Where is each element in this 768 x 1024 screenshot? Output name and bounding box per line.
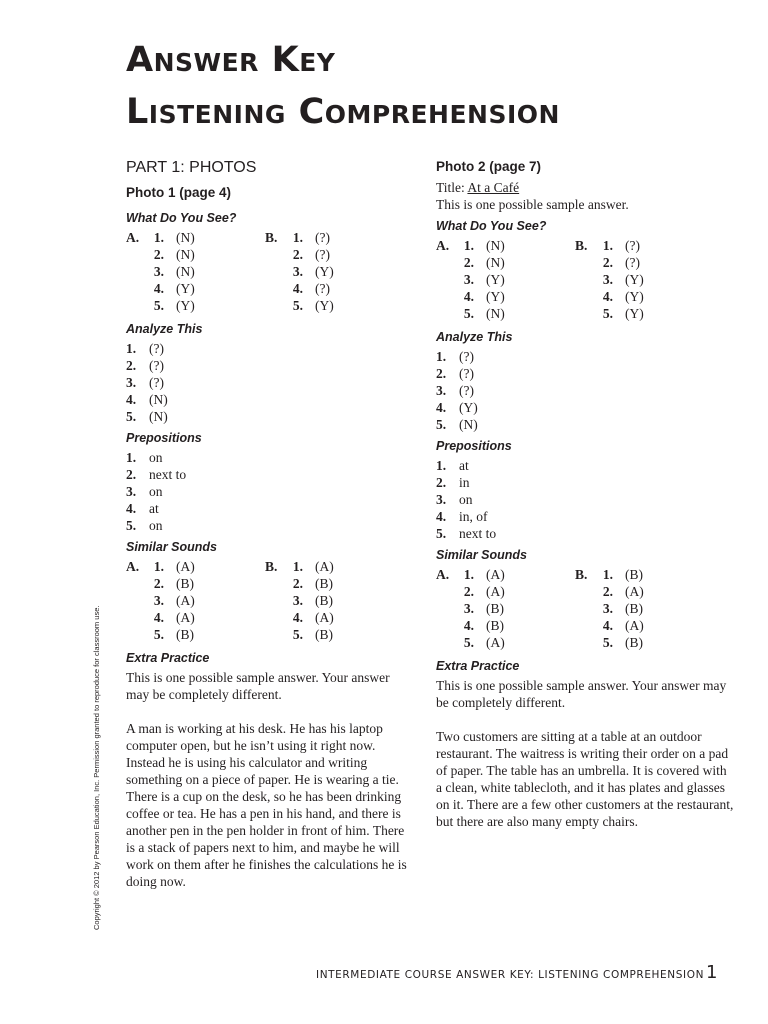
photo-2-analyze-this-list	[436, 348, 736, 433]
title-label: Title:	[436, 180, 465, 195]
answer-row	[436, 634, 566, 651]
item-number: 4.	[436, 509, 447, 524]
item-number: 4.	[436, 400, 447, 415]
item-value: on	[149, 450, 163, 465]
item-number: 3.	[126, 375, 137, 390]
answer-row	[265, 280, 395, 297]
answer-value: (N)	[486, 255, 505, 270]
answer-number: 1.	[602, 238, 613, 253]
item-number: 1.	[436, 349, 447, 364]
answer-number: 2.	[292, 576, 303, 591]
item-number: 1.	[436, 458, 447, 473]
list-item	[126, 483, 416, 500]
photo-1-extra-practice-body: A man is working at his desk. He has his laptop computer open, but he isn’t using it right now. Instead he is using his calculator and writing something on a piece of paper. He is wearing a tie. There is a cup on the desk, so he has been drinking coffee or tea. He has a pen in his hand, and there is another pen in the pen holder in front of him. There is a stack of papers next to him, and maybe he will work on them after he finishes the calculations he is doing now.	[126, 721, 407, 889]
list-item	[126, 500, 416, 517]
answer-row	[575, 305, 705, 322]
answer-value: (Y)	[625, 272, 644, 287]
answer-row	[575, 237, 705, 254]
answer-row	[436, 254, 566, 271]
answer-value: (Y)	[315, 264, 334, 279]
answer-number: 5.	[292, 298, 303, 313]
answer-number: 3.	[153, 264, 164, 279]
answer-group-b	[265, 558, 395, 643]
answer-value: (B)	[176, 627, 194, 642]
item-number: 3.	[436, 492, 447, 507]
answer-value: (?)	[315, 281, 330, 296]
list-item	[436, 474, 736, 491]
page-title-line-1: Answer Key	[126, 40, 336, 80]
item-value: in	[459, 475, 470, 490]
answer-row	[126, 558, 256, 575]
answer-row	[265, 297, 395, 314]
answer-row	[436, 583, 566, 600]
answer-row	[436, 566, 566, 583]
photo-1-analyze-this-list	[126, 340, 416, 425]
answer-row	[126, 609, 256, 626]
answer-number: 4.	[292, 610, 303, 625]
answer-value: (Y)	[486, 272, 505, 287]
item-value: at	[459, 458, 469, 473]
photo-1-prepositions-heading: Prepositions	[126, 431, 202, 445]
answer-row	[265, 592, 395, 609]
answer-row	[265, 229, 395, 246]
answer-number: 4.	[153, 610, 164, 625]
list-item	[436, 382, 736, 399]
answer-number: 2.	[602, 255, 613, 270]
answer-value: (A)	[486, 567, 505, 582]
item-number: 4.	[126, 392, 137, 407]
photo-2-extra-practice-body: Two customers are sitting at a table at an outdoor restaurant. The waitress is writing their order on a pad of paper. The table has an umbrella. It is covered with a clean, white tablecloth, and it has plates and glasses on it. There are a few other customers at the restaurant, but there are also many empty chairs.	[436, 729, 734, 829]
page-number: 1	[706, 962, 718, 983]
answer-row	[575, 254, 705, 271]
photo-1-what-do-you-see-heading: What Do You See?	[126, 211, 237, 225]
answer-group-a	[436, 237, 566, 322]
answer-number: 4.	[463, 289, 474, 304]
answer-value: (B)	[315, 593, 333, 608]
answer-number: 5.	[602, 306, 613, 321]
list-item	[126, 340, 416, 357]
list-item	[436, 348, 736, 365]
answer-group-a	[436, 566, 566, 651]
answer-row	[126, 280, 256, 297]
answer-number: 4.	[463, 618, 474, 633]
answer-value: (N)	[486, 238, 505, 253]
list-item	[436, 365, 736, 382]
list-item	[436, 416, 736, 433]
answer-value: (?)	[625, 238, 640, 253]
left-column	[126, 156, 416, 890]
answer-value: (Y)	[486, 289, 505, 304]
answer-row	[265, 246, 395, 263]
answer-number: 5.	[153, 298, 164, 313]
answer-value: (A)	[176, 610, 195, 625]
item-number: 2.	[126, 467, 137, 482]
answer-group-b	[265, 229, 395, 314]
photo-1-similar-sounds-heading: Similar Sounds	[126, 540, 217, 554]
answer-number: 3.	[292, 264, 303, 279]
photo-1-similar-sounds-answers	[126, 558, 416, 645]
item-value: (N)	[149, 392, 168, 407]
answer-value: (B)	[315, 627, 333, 642]
item-value: (Y)	[459, 400, 478, 415]
photo-2-sample-note: This is one possible sample answer.	[436, 197, 629, 212]
answer-row	[126, 246, 256, 263]
answer-number: 1.	[463, 238, 474, 253]
list-item	[436, 399, 736, 416]
photo-1-prepositions-list	[126, 449, 416, 534]
answer-row	[265, 609, 395, 626]
answer-number: 3.	[602, 601, 613, 616]
answer-number: 5.	[463, 635, 474, 650]
item-value: in, of	[459, 509, 488, 524]
answer-value: (A)	[486, 635, 505, 650]
answer-row	[436, 288, 566, 305]
answer-row	[436, 617, 566, 634]
list-item	[436, 491, 736, 508]
answer-number: 2.	[463, 584, 474, 599]
item-number: 5.	[126, 518, 137, 533]
item-number: 1.	[126, 450, 137, 465]
photo-2-what-do-you-see-answers	[436, 237, 736, 324]
answer-value: (N)	[486, 306, 505, 321]
item-value: on	[149, 518, 163, 533]
answer-row	[575, 600, 705, 617]
item-number: 5.	[436, 526, 447, 541]
answer-number: 5.	[153, 627, 164, 642]
footer-running-title: INTERMEDIATE COURSE ANSWER KEY: LISTENING COMPREHENSION	[316, 969, 705, 981]
answer-number: 4.	[602, 289, 613, 304]
item-value: at	[149, 501, 159, 516]
answer-value: (B)	[176, 576, 194, 591]
answer-number: 4.	[602, 618, 613, 633]
answer-value: (B)	[315, 576, 333, 591]
answer-value: (B)	[486, 601, 504, 616]
photo-2-prepositions-list	[436, 457, 736, 542]
right-column	[436, 156, 736, 830]
group-label: B.	[265, 230, 278, 245]
answer-number: 2.	[463, 255, 474, 270]
answer-value: (Y)	[176, 298, 195, 313]
photo-1-what-do-you-see-answers	[126, 229, 416, 316]
answer-value: (B)	[625, 601, 643, 616]
answer-row	[265, 558, 395, 575]
answer-row	[265, 575, 395, 592]
photo-1-extra-practice-intro: This is one possible sample answer. Your answer may be completely different.	[126, 670, 390, 702]
answer-value: (Y)	[176, 281, 195, 296]
answer-value: (A)	[625, 618, 644, 633]
item-number: 2.	[126, 358, 137, 373]
answer-group-a	[126, 558, 256, 643]
photo-2-what-do-you-see-heading: What Do You See?	[436, 219, 547, 233]
answer-number: 4.	[153, 281, 164, 296]
list-item	[126, 408, 416, 425]
photo-2-heading: Photo 2 (page 7)	[436, 159, 542, 174]
item-number: 2.	[436, 366, 447, 381]
list-item	[436, 525, 736, 542]
item-number: 4.	[126, 501, 137, 516]
photo-1-extra-practice-heading: Extra Practice	[126, 651, 210, 665]
answer-row	[436, 237, 566, 254]
list-item	[126, 391, 416, 408]
answer-row	[436, 305, 566, 322]
photo-2-extra-practice-heading: Extra Practice	[436, 659, 520, 673]
answer-number: 3.	[602, 272, 613, 287]
answer-group-b	[575, 566, 705, 651]
answer-number: 3.	[292, 593, 303, 608]
answer-row	[575, 617, 705, 634]
photo-2-similar-sounds-heading: Similar Sounds	[436, 548, 527, 562]
list-item	[436, 457, 736, 474]
answer-value: (A)	[625, 584, 644, 599]
answer-number: 2.	[602, 584, 613, 599]
group-label: B.	[265, 559, 278, 574]
answer-number: 2.	[153, 576, 164, 591]
answer-row	[126, 575, 256, 592]
group-label: B.	[575, 238, 588, 253]
answer-row	[575, 271, 705, 288]
group-label: A.	[126, 230, 140, 245]
answer-value: (N)	[176, 264, 195, 279]
item-number: 3.	[436, 383, 447, 398]
answer-value: (?)	[315, 230, 330, 245]
item-number: 2.	[436, 475, 447, 490]
answer-number: 3.	[463, 601, 474, 616]
item-value: (?)	[149, 341, 164, 356]
answer-value: (A)	[486, 584, 505, 599]
item-value: (N)	[459, 417, 478, 432]
item-value: next to	[149, 467, 187, 482]
answer-row	[436, 271, 566, 288]
group-label: A.	[436, 238, 450, 253]
answer-number: 3.	[153, 593, 164, 608]
answer-value: (A)	[176, 559, 195, 574]
group-label: B.	[575, 567, 588, 582]
page-title-line-2: Listening Comprehension	[126, 92, 560, 132]
photo-1-heading: Photo 1 (page 4)	[126, 185, 232, 200]
copyright-notice: Copyright © 2012 by Pearson Education, Inc. Permission granted to reproduce for classroom use.	[92, 605, 101, 930]
list-item	[126, 466, 416, 483]
answer-number: 5.	[602, 635, 613, 650]
answer-row	[575, 583, 705, 600]
answer-value: (Y)	[625, 306, 644, 321]
answer-row	[265, 263, 395, 280]
photo-2-analyze-this-heading: Analyze This	[436, 330, 513, 344]
answer-number: 4.	[292, 281, 303, 296]
answer-number: 3.	[463, 272, 474, 287]
answer-row	[126, 592, 256, 609]
answer-number: 5.	[463, 306, 474, 321]
answer-number: 1.	[153, 559, 164, 574]
answer-row	[126, 297, 256, 314]
part-heading: PART 1: PHOTOS	[126, 159, 257, 176]
list-item	[126, 449, 416, 466]
answer-number: 1.	[463, 567, 474, 582]
answer-value: (Y)	[625, 289, 644, 304]
answer-number: 1.	[292, 230, 303, 245]
list-item	[126, 357, 416, 374]
answer-row	[126, 263, 256, 280]
item-value: (N)	[149, 409, 168, 424]
answer-row	[265, 626, 395, 643]
answer-row	[575, 288, 705, 305]
item-number: 5.	[126, 409, 137, 424]
photo-1-analyze-this-heading: Analyze This	[126, 322, 203, 336]
list-item	[126, 517, 416, 534]
answer-value: (B)	[625, 635, 643, 650]
answer-row	[436, 600, 566, 617]
group-label: A.	[126, 559, 140, 574]
list-item	[436, 508, 736, 525]
answer-group-b	[575, 237, 705, 322]
item-value: (?)	[459, 366, 474, 381]
answer-value: (Y)	[315, 298, 334, 313]
answer-value: (?)	[625, 255, 640, 270]
photo-2-similar-sounds-answers	[436, 566, 736, 653]
answer-value: (B)	[486, 618, 504, 633]
item-value: (?)	[149, 358, 164, 373]
photo-2-prepositions-heading: Prepositions	[436, 439, 512, 453]
item-value: (?)	[149, 375, 164, 390]
list-item	[126, 374, 416, 391]
item-value: on	[149, 484, 163, 499]
answer-number: 2.	[153, 247, 164, 262]
answer-number: 2.	[292, 247, 303, 262]
answer-value: (A)	[315, 559, 334, 574]
answer-value: (N)	[176, 247, 195, 262]
group-label: A.	[436, 567, 450, 582]
item-value: on	[459, 492, 473, 507]
answer-value: (N)	[176, 230, 195, 245]
answer-value: (B)	[625, 567, 643, 582]
photo-2-extra-practice-intro: This is one possible sample answer. Your answer may be completely different.	[436, 678, 727, 710]
item-number: 5.	[436, 417, 447, 432]
answer-number: 1.	[153, 230, 164, 245]
item-number: 1.	[126, 341, 137, 356]
answer-group-a	[126, 229, 256, 314]
answer-row	[126, 229, 256, 246]
answer-value: (?)	[315, 247, 330, 262]
answer-value: (A)	[315, 610, 334, 625]
answer-row	[575, 634, 705, 651]
answer-number: 5.	[292, 627, 303, 642]
answer-number: 1.	[292, 559, 303, 574]
answer-number: 1.	[602, 567, 613, 582]
item-value: (?)	[459, 383, 474, 398]
item-value: (?)	[459, 349, 474, 364]
item-value: next to	[459, 526, 497, 541]
title-value: At a Café	[467, 180, 520, 195]
answer-value: (A)	[176, 593, 195, 608]
item-number: 3.	[126, 484, 137, 499]
photo-2-title-line	[436, 179, 736, 196]
answer-row	[126, 626, 256, 643]
answer-row	[575, 566, 705, 583]
